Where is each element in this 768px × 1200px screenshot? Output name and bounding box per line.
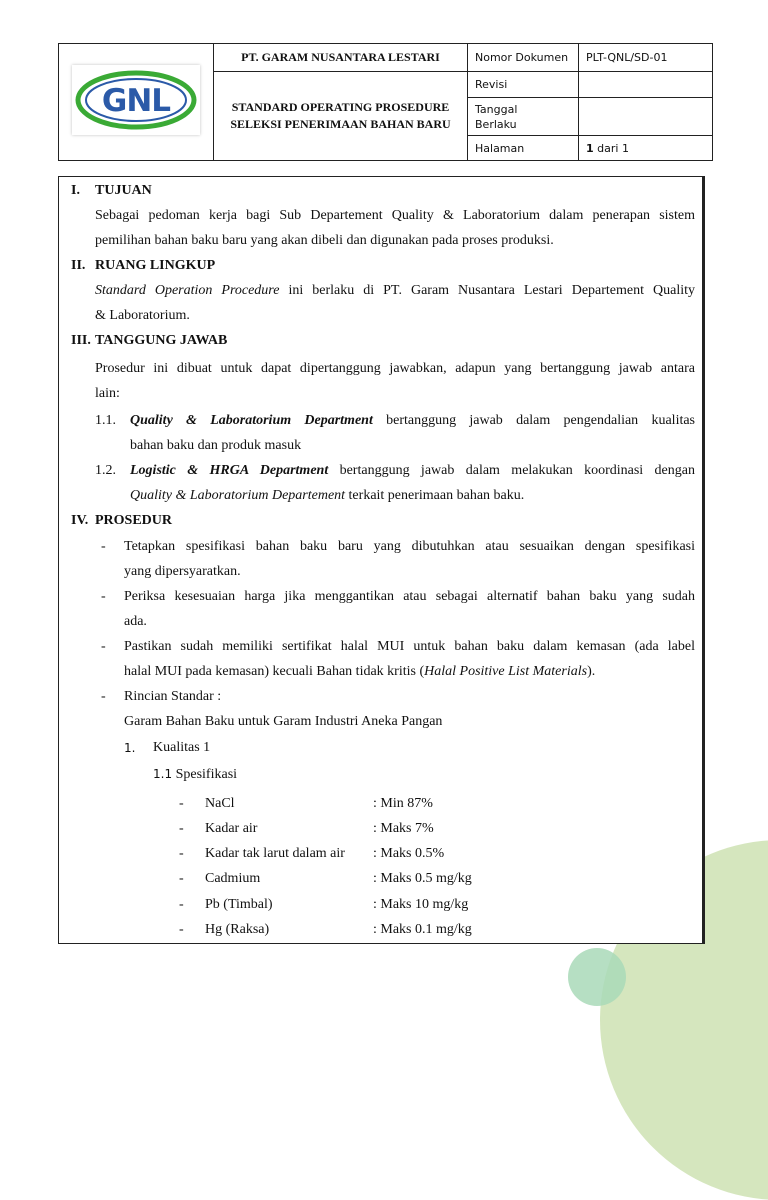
spec-value: : Maks 7% [373, 821, 434, 836]
prosedur-item-3-line-2-b: ). [587, 664, 596, 679]
sop-title [214, 72, 468, 161]
section-number-ruang: II. [71, 258, 86, 273]
prosedur-item-2-line-2: ada. [124, 614, 147, 629]
section-title-ruang: RUANG LINGKUP [95, 258, 216, 273]
tanggung-item-2-line-2-rest: terkait penerimaan bahan baku. [345, 488, 525, 503]
tanggung-item-1-number: 1.1. [95, 413, 116, 428]
tanggung-item-1-rest: bertanggung jawab dalam pengendalian kualitas [372, 413, 696, 428]
revision-label: Revisi [468, 72, 579, 98]
spec-value: : Maks 10 mg/kg [373, 897, 469, 912]
spesifikasi-label: Spesifikasi [172, 767, 238, 782]
spec-value: : Maks 0.5 mg/kg [373, 871, 472, 886]
section-title-tujuan: TUJUAN [95, 183, 152, 198]
spec-value: : Min 87% [373, 796, 433, 811]
prosedur-item-3-line-1: Pastikan sudah memiliki sertifikat halal MUI untuk bahan baku dalam kemasan (ada label [124, 639, 695, 654]
section-number-tujuan: I. [71, 183, 80, 198]
spec-bullet: - [179, 796, 184, 811]
svg-text:GNL: GNL [101, 82, 171, 119]
spec-bullet: - [179, 922, 184, 937]
tanggung-line-2: lain: [95, 386, 120, 401]
tanggung-item-2-number: 1.2. [95, 463, 116, 478]
doc-number-value: PLT-QNL/SD-01 [579, 44, 713, 72]
spec-name: Pb (Timbal) [205, 897, 273, 912]
prosedur-bullet-1: - [101, 539, 106, 554]
spec-name: Kadar air [205, 821, 258, 836]
prosedur-item-3-line-2-a: halal MUI pada kemasan) kecuali Bahan tidak kritis ( [124, 664, 425, 679]
spec-bullet: - [179, 871, 184, 886]
prosedur-item-4-line-2: Garam Bahan Baku untuk Garam Industri Aneka Pangan [124, 714, 443, 729]
tanggung-item-1-line-1 [130, 413, 695, 429]
kualitas-number: 1. [124, 741, 136, 755]
tanggung-item-1-line-2: bahan baku dan produk masuk [130, 438, 302, 453]
prosedur-item-1-line-2: yang dipersyaratkan. [124, 564, 241, 579]
page-label: Halaman [468, 136, 579, 161]
page-current: 1 [586, 141, 594, 155]
ruang-line-2: & Laboratorium. [95, 308, 190, 323]
tanggung-item-2-line-1 [130, 463, 695, 479]
prosedur-bullet-2: - [101, 589, 106, 604]
prosedur-item-3-line-2 [124, 664, 595, 680]
spec-bullet: - [179, 821, 184, 836]
ruang-line-1 [95, 283, 695, 299]
prosedur-item-2-line-1: Periksa kesesuaian harga jika menggantikan atau sebagai alternatif bahan baku yang sudah [124, 589, 695, 604]
prosedur-item-1-line-1: Tetapkan spesifikasi bahan baku baru yang dibutuhkan atau sesuaikan dengan spesifikasi [124, 539, 695, 554]
tanggung-item-2-line-2 [130, 488, 524, 504]
spec-bullet: - [179, 846, 184, 861]
doc-number-label: Nomor Dokumen [468, 44, 579, 72]
page-value [579, 136, 713, 161]
document-header-table [58, 43, 713, 161]
spesifikasi-heading [153, 767, 237, 783]
decorative-circle-small [568, 948, 626, 1006]
tanggung-item-2-line-2-italic: Quality & Laboratorium Departement [130, 488, 346, 503]
spec-value: : Maks 0.1 mg/kg [373, 922, 472, 937]
prosedur-item-3-line-2-italic: Halal Positive List Materials [424, 664, 588, 679]
spec-bullet: - [179, 897, 184, 912]
spec-name: NaCl [205, 796, 235, 811]
tanggung-line-1: Prosedur ini dibuat untuk dapat dipertanggung jawabkan, adapun yang bertanggung jawab antara [95, 361, 695, 376]
section-number-tanggung: III. [71, 333, 91, 348]
section-number-prosedur: IV. [71, 513, 89, 528]
company-name: PT. GARAM NUSANTARA LESTARI [214, 44, 468, 72]
page-of: dari 1 [593, 141, 629, 155]
spec-name: Hg (Raksa) [205, 922, 270, 937]
effective-date-value [579, 98, 713, 136]
tanggung-item-1-bold: Quality & Laboratorium Department [130, 413, 373, 428]
sop-title-line2: SELEKSI PENERIMAAN BAHAN BARU [230, 117, 451, 131]
effective-date-label-1: Tanggal [475, 102, 518, 116]
spec-name: Cadmium [205, 871, 261, 886]
tanggung-item-2-bold: Logistic & HRGA Department [130, 463, 329, 478]
spesifikasi-number: 1.1 [153, 767, 173, 781]
section-title-prosedur: PROSEDUR [95, 513, 173, 528]
company-logo [72, 65, 200, 135]
prosedur-bullet-3: - [101, 639, 106, 654]
ruang-line-1-rest: ini berlaku di PT. Garam Nusantara Lestari Departement Quality [279, 283, 696, 298]
spec-value: : Maks 0.5% [373, 846, 445, 861]
prosedur-bullet-4: - [101, 689, 106, 704]
tanggung-item-2-rest: bertanggung jawab dalam melakukan koordinasi dengan [328, 463, 695, 478]
sop-title-line1: STANDARD OPERATING PROSEDURE [231, 100, 450, 114]
document-body [58, 176, 705, 944]
logo-cell [59, 44, 214, 161]
ruang-line-1-italic: Standard Operation Procedure [95, 283, 280, 298]
section-title-tanggung: TANGGUNG JAWAB [95, 333, 228, 348]
tujuan-line-1: Sebagai pedoman kerja bagi Sub Departement Quality & Laboratorium dalam penerapan sistem [95, 208, 695, 223]
tujuan-line-2: pemilihan bahan baku baru yang akan dibeli dan digunakan pada proses produksi. [95, 233, 554, 248]
kualitas-label: Kualitas 1 [153, 740, 211, 755]
revision-value [579, 72, 713, 98]
gnl-logo-icon [72, 65, 200, 135]
effective-date-label [468, 98, 579, 136]
prosedur-item-4-line-1: Rincian Standar : [124, 689, 222, 704]
spec-name: Kadar tak larut dalam air [205, 846, 345, 861]
effective-date-label-2: Berlaku [475, 117, 517, 131]
